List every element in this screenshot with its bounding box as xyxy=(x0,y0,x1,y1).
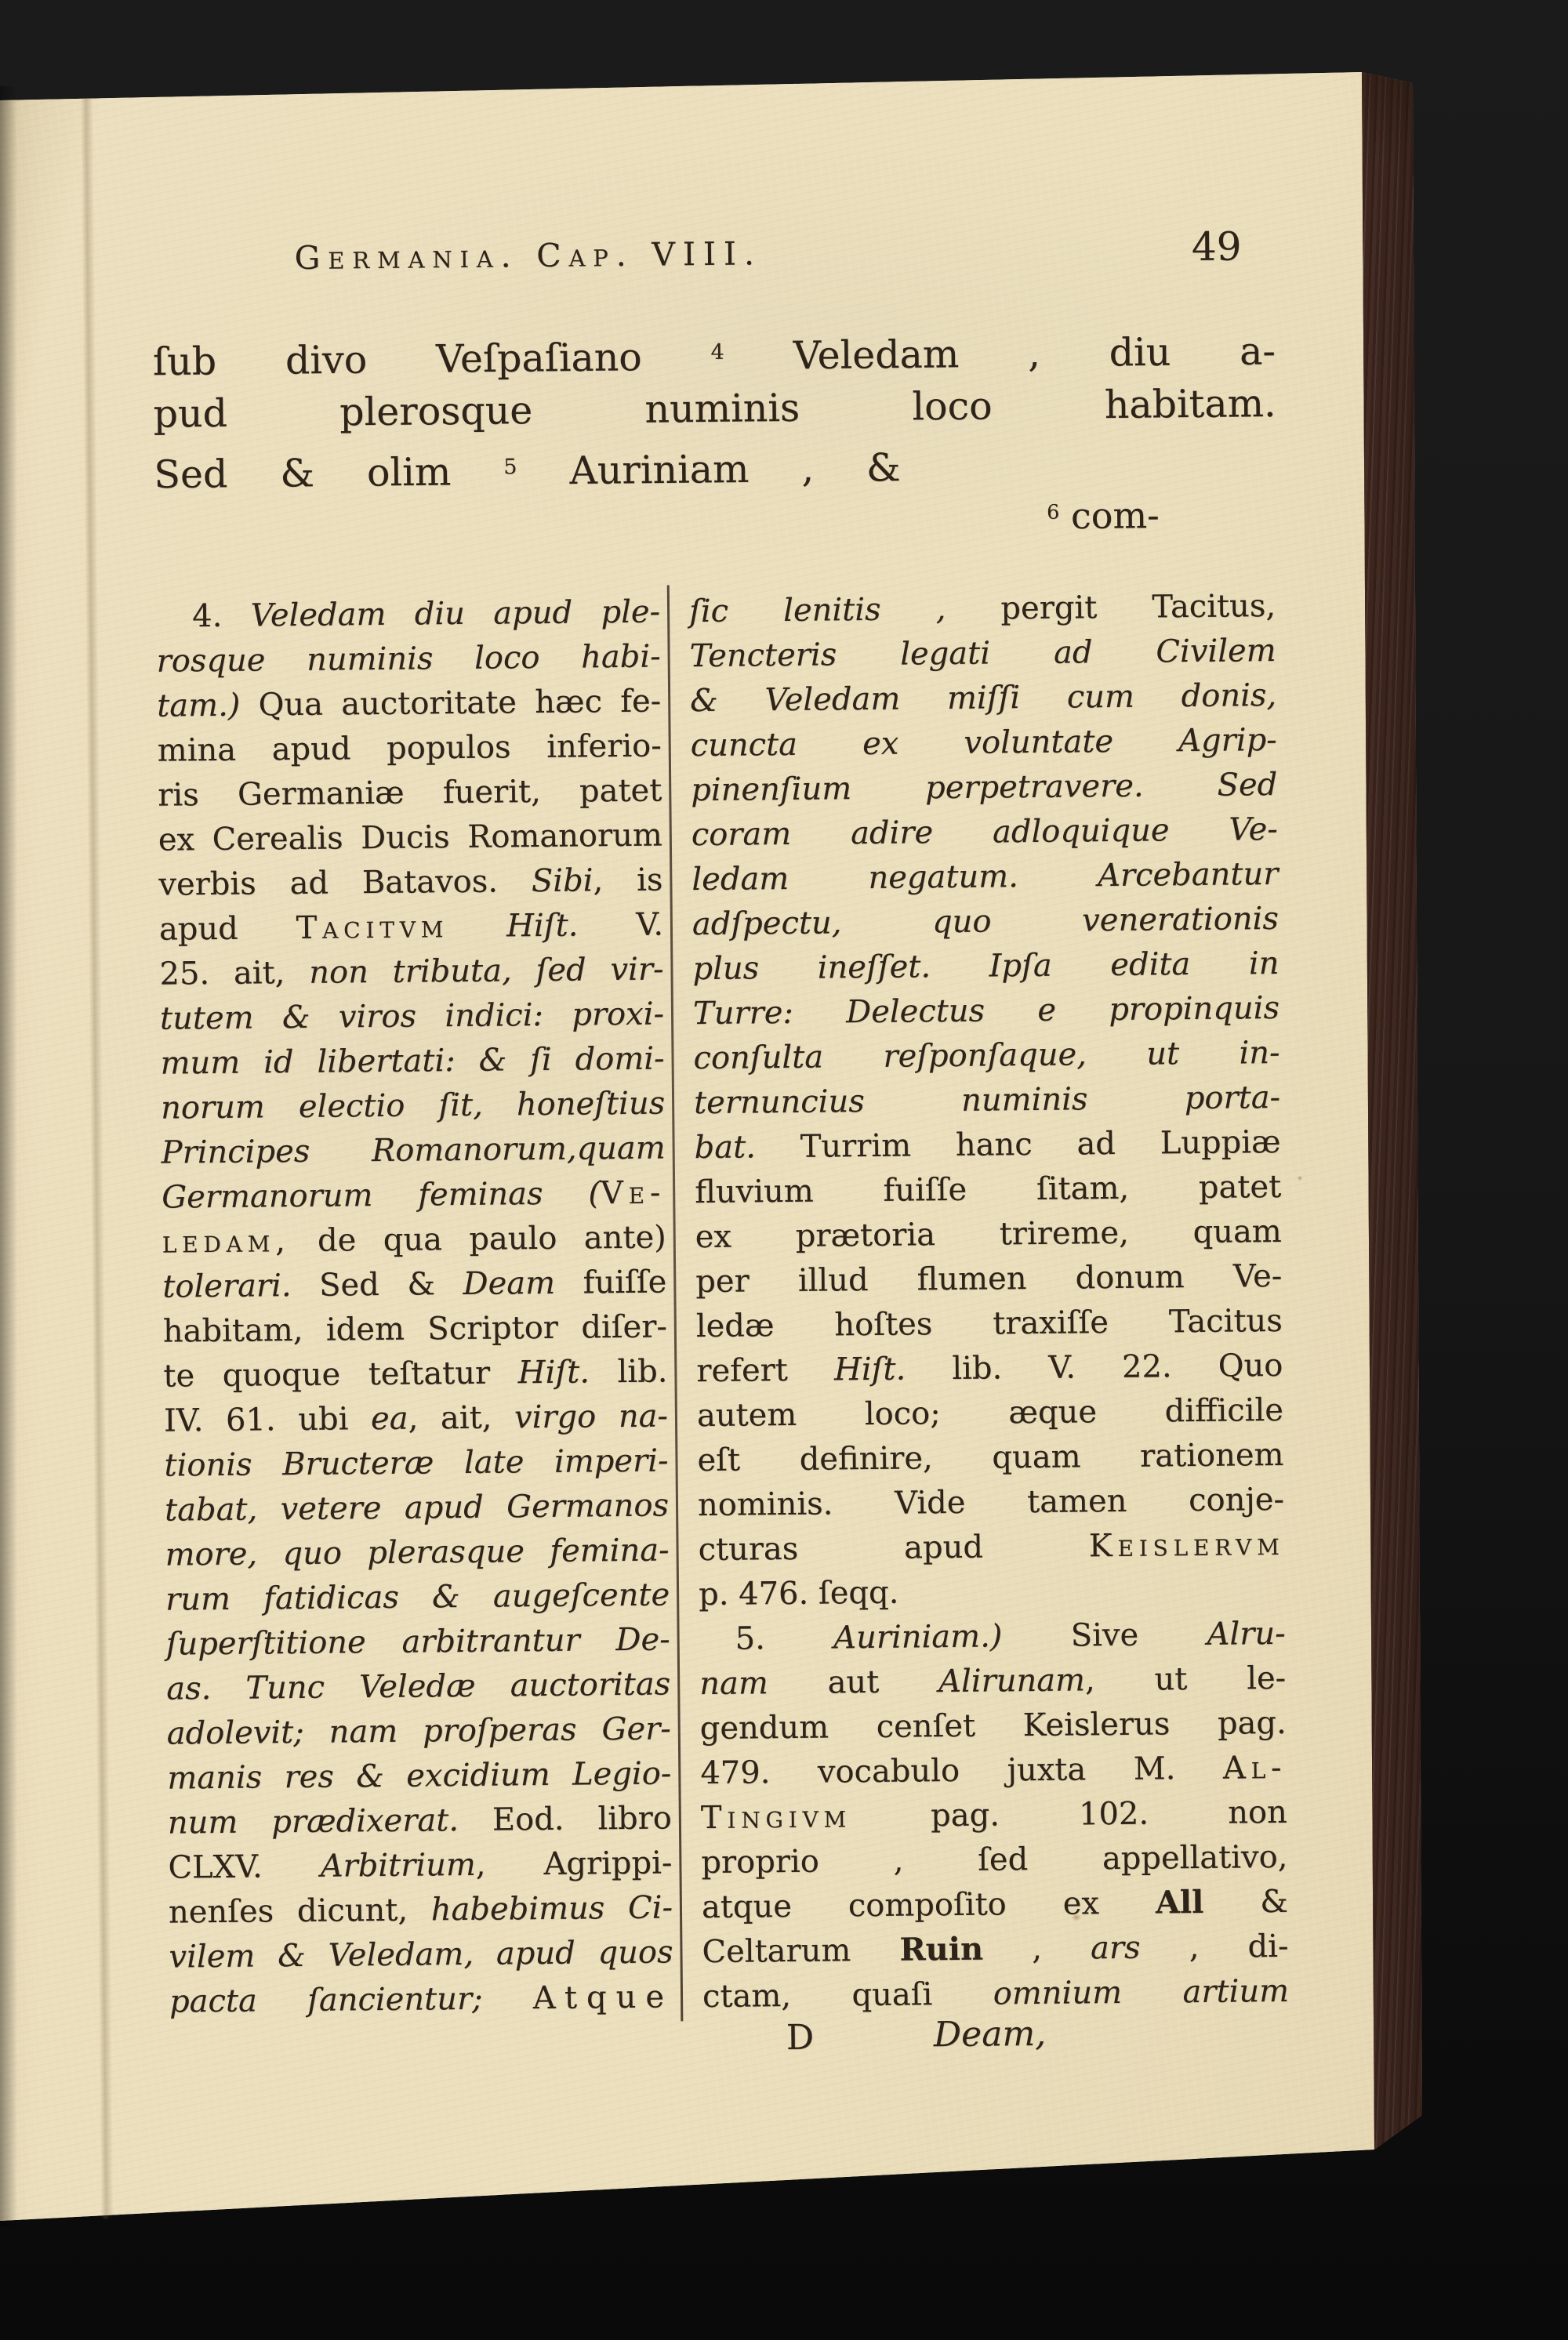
text-segment: ſuperſtitione arbitrantur De- xyxy=(165,1621,670,1663)
commentary-line xyxy=(691,852,1279,902)
text-segment: pacta ſancientur; xyxy=(169,1980,483,2020)
text-segment: ledam, xyxy=(162,1223,291,1261)
text-segment: apud xyxy=(158,910,296,948)
text-segment: nominis. Vide tamen conje- xyxy=(697,1481,1285,1524)
text-segment: pinenſium perpetravere. Sed xyxy=(691,766,1278,809)
text-segment: ris Germaniæ fuerit, patet xyxy=(158,772,662,814)
text-segment: per illud flumen donum Ve- xyxy=(695,1257,1283,1301)
commentary-line xyxy=(691,807,1279,858)
commentary-line xyxy=(689,629,1276,679)
commentary-line xyxy=(164,1394,669,1443)
commentary-line xyxy=(693,986,1280,1036)
text-segment: 6 xyxy=(1047,500,1060,524)
commentary-line xyxy=(692,941,1279,992)
text-segment: ſic lenitis , xyxy=(688,590,1001,630)
text-segment: bat. xyxy=(694,1129,757,1166)
commentary-line xyxy=(168,1796,673,1845)
commentary-line xyxy=(690,673,1277,724)
commentary-line xyxy=(697,1388,1284,1438)
text-segment: ledæ hoſtes traxiſſe Tacitus xyxy=(695,1302,1283,1345)
text-segment: plus ineſſet. Ipſa edita in xyxy=(692,945,1279,988)
commentary-line xyxy=(702,1925,1289,1975)
text-segment: ex Cerealis Ducis Romanorum xyxy=(158,817,663,858)
text-segment: Tacitvm xyxy=(296,909,449,946)
commentary-line xyxy=(692,897,1279,947)
text-segment: Sive xyxy=(1002,1616,1207,1655)
commentary-line xyxy=(699,1656,1287,1707)
text-segment: & xyxy=(1203,1883,1289,1921)
commentary-line xyxy=(699,1612,1286,1662)
text-segment: atque compoſito ex xyxy=(701,1885,1156,1926)
text-segment: Veledam diu apud ple- xyxy=(250,593,661,634)
text-segment: & Veledam miſſi cum donis, xyxy=(689,677,1277,720)
commentary-line xyxy=(157,724,662,774)
text-segment: manis res & excidium Legio- xyxy=(167,1755,672,1797)
commentary-line xyxy=(160,1036,665,1086)
commentary-line xyxy=(169,1930,673,1979)
text-segment: pag. 102. non xyxy=(851,1794,1288,1835)
text-segment: fluvium fuiſſe ſitam, patet xyxy=(694,1168,1282,1211)
commentary-line xyxy=(167,1751,672,1801)
text-segment: aut xyxy=(768,1663,939,1702)
text-segment: tam.) xyxy=(156,687,241,724)
text-segment: as. Tunc Veledæ auctoritas xyxy=(166,1666,671,1707)
text-segment: proprio , ſed appellativo, xyxy=(701,1838,1288,1881)
commentary-line xyxy=(698,1522,1285,1573)
text-segment: pud plerosque numinis loco habitam. xyxy=(153,380,1276,437)
commentary-line xyxy=(695,1165,1282,1215)
commentary-line xyxy=(164,1438,669,1488)
commentary-line xyxy=(165,1617,670,1667)
text-segment: pergit Tacitus, xyxy=(1000,587,1276,627)
commentary-line xyxy=(162,1215,667,1264)
commentary-line xyxy=(160,992,665,1042)
text-segment: norum electio ſit, honeſtius xyxy=(160,1085,666,1126)
page-number: 49 xyxy=(1191,223,1242,270)
commentary-line xyxy=(699,1567,1286,1617)
text-segment: Auriniam.) xyxy=(833,1618,1003,1656)
text-segment: V. xyxy=(578,906,664,944)
text-segment: Celtarum xyxy=(702,1932,900,1971)
text-segment: p. 476. ſeqq. xyxy=(698,1574,899,1613)
commentary-line xyxy=(159,903,664,952)
text-segment: rum fatidicas & augeſcente xyxy=(165,1576,670,1618)
text-segment: omnium artium xyxy=(993,1972,1290,2012)
text-segment: 25. ait, xyxy=(159,954,310,992)
text-segment: Tingivm xyxy=(700,1798,852,1837)
text-segment: autem loco; æque difficile xyxy=(696,1391,1284,1435)
commentary-line xyxy=(693,1031,1280,1081)
text-segment: nam xyxy=(699,1665,768,1703)
signature-mark: D xyxy=(786,2017,815,2059)
commentary-line xyxy=(156,635,661,684)
text-segment: Ruin xyxy=(899,1930,984,1968)
text-segment: ſub divo Veſpaſiano xyxy=(152,334,711,385)
text-segment: habebimus Ci- xyxy=(430,1889,673,1928)
text-segment: Deam xyxy=(463,1264,556,1302)
text-segment: IV. 61. ubi xyxy=(163,1401,372,1439)
commentary-line xyxy=(697,1433,1284,1483)
text-segment: habitam, idem Scriptor diſer- xyxy=(162,1308,668,1350)
commentary-line xyxy=(694,1120,1281,1170)
commentary-line xyxy=(158,814,663,863)
commentary-line xyxy=(158,858,663,908)
commentary-line xyxy=(162,1170,666,1220)
text-segment: 4. xyxy=(191,597,251,635)
text-segment: Hiſt. xyxy=(833,1351,906,1388)
commentary-line xyxy=(163,1349,668,1399)
text-segment: Principes Romanorum,quam xyxy=(161,1130,666,1171)
text-segment: 5 xyxy=(503,455,517,480)
text-segment: Tencteris legati ad Civilem xyxy=(689,632,1276,675)
text-segment: 5. xyxy=(735,1620,834,1657)
text-segment: Ve- xyxy=(600,1174,666,1212)
text-segment: te quoque teſtatur xyxy=(163,1355,518,1395)
commentary-line xyxy=(157,680,662,729)
text-segment: Sibi xyxy=(531,862,593,900)
gutter-crease xyxy=(81,98,114,2218)
commentary-right-column xyxy=(684,0,1293,2340)
text-segment: num prædixerat. xyxy=(167,1802,459,1841)
text-segment: verbis ad Batavos. xyxy=(158,863,532,903)
text-segment xyxy=(482,1980,533,2017)
commentary-line xyxy=(169,1975,674,2024)
commentary-line xyxy=(167,1707,672,1756)
text-segment: refert xyxy=(696,1351,835,1390)
text-segment: Atque xyxy=(532,1979,674,2017)
text-segment: tutem & viros indici: proxi- xyxy=(159,996,665,1037)
commentary-line xyxy=(162,1260,667,1309)
text-segment: Germanorum feminas ( xyxy=(162,1175,601,1216)
text-segment: Auriniam , & xyxy=(517,445,901,494)
text-segment: gendum cenſet Keislerus pag. xyxy=(699,1704,1287,1747)
text-segment: nenſes dicunt, xyxy=(168,1892,432,1931)
text-segment: Turre: Delectus e propinquis xyxy=(692,989,1280,1032)
commentary-line xyxy=(156,590,661,640)
running-header-title: Germania. Cap. VIII. xyxy=(294,234,763,277)
commentary-line xyxy=(165,1483,670,1533)
commentary-line xyxy=(165,1573,670,1622)
text-segment xyxy=(448,908,506,945)
text-segment: 479. vocabulo juxta M. xyxy=(700,1750,1224,1792)
text-segment: cuncta ex voluntate Agrip- xyxy=(690,721,1277,764)
text-segment: ledam negatum. Arcebantur xyxy=(691,855,1279,898)
commentary-line xyxy=(702,1880,1289,1930)
text-segment: , xyxy=(982,1930,1091,1968)
text-segment: rosque numinis loco habi- xyxy=(156,638,661,680)
commentary-line xyxy=(161,1081,666,1130)
text-segment: tabat, vetere apud Germanos xyxy=(164,1487,670,1529)
text-segment: , Agrippi- xyxy=(475,1845,673,1883)
text-segment: , di- xyxy=(1140,1928,1289,1966)
commentary-line xyxy=(695,1210,1282,1260)
commentary-line xyxy=(699,1701,1287,1751)
text-segment: eſt definire, quam rationem xyxy=(697,1436,1284,1479)
commentary-line xyxy=(163,1304,668,1354)
text-segment: conſulta reſponſaque, ut in- xyxy=(693,1034,1280,1077)
commentary-line xyxy=(161,1126,666,1175)
commentary-line xyxy=(166,1662,671,1711)
text-segment: cturas apud xyxy=(698,1528,1089,1569)
text-segment: Sed & xyxy=(291,1265,463,1304)
commentary-line xyxy=(696,1344,1283,1394)
text-segment: Keislervm xyxy=(1088,1526,1285,1565)
text-segment: Alru- xyxy=(1207,1615,1286,1653)
text-segment: CLXV. xyxy=(168,1848,321,1886)
commentary-line xyxy=(158,769,662,818)
text-segment: de qua paulo ante) xyxy=(290,1219,666,1260)
text-segment: ea xyxy=(370,1400,408,1438)
text-segment: vilem & Veledam, apud quos xyxy=(169,1934,673,1975)
commentary-line xyxy=(159,948,664,997)
commentary-line xyxy=(701,1835,1288,1885)
commentary-line xyxy=(701,1790,1288,1841)
text-segment: tionis Bructeræ late imperi- xyxy=(164,1442,669,1484)
text-segment: ctam, quaſi xyxy=(702,1975,993,2015)
text-segment: , ait, xyxy=(408,1399,515,1437)
text-segment: mina apud populos inferio- xyxy=(157,727,662,769)
commentary-line xyxy=(695,1254,1283,1304)
text-segment: Hiſt. xyxy=(506,907,579,945)
text-segment: lib. xyxy=(589,1353,668,1391)
commentary-line xyxy=(696,1299,1283,1349)
text-segment: Turrim hanc ad Luppiæ xyxy=(755,1123,1281,1166)
text-segment: non tributa, ſed vir- xyxy=(309,951,664,991)
commentary-left-column xyxy=(151,1,677,2340)
text-segment: ex prætoria trireme, quam xyxy=(695,1213,1282,1256)
text-segment: virgo na- xyxy=(514,1398,669,1436)
text-segment: Arbitrium xyxy=(320,1846,477,1885)
commentary-line xyxy=(698,1478,1285,1528)
commentary-line xyxy=(169,1885,673,1935)
text-segment: fuiſſe xyxy=(554,1264,667,1301)
text-segment: Al- xyxy=(1222,1749,1287,1787)
commentary-line xyxy=(690,718,1277,768)
text-segment: lib. V. 22. Quo xyxy=(906,1347,1283,1388)
text-segment: Hiſt. xyxy=(517,1354,590,1391)
text-segment: adolevit; nam proſperas Ger- xyxy=(166,1711,671,1752)
catchword: Deam, xyxy=(933,2013,1047,2055)
text-segment: coram adire adloquique Ve- xyxy=(691,811,1279,854)
text-segment: more, quo plerasque femina- xyxy=(165,1532,670,1573)
commentary-line xyxy=(694,1076,1281,1126)
text-segment: com- xyxy=(1059,494,1160,538)
commentary-line xyxy=(689,584,1276,634)
text-segment: Veledam , diu a- xyxy=(724,328,1276,379)
text-segment: 4 xyxy=(710,339,724,365)
commentary-line xyxy=(168,1841,673,1890)
text-segment: Qua auctoritate hæc fe- xyxy=(240,683,662,724)
commentary-line xyxy=(691,763,1278,813)
commentary-line xyxy=(165,1528,670,1577)
text-segment: All xyxy=(1155,1883,1204,1921)
text-segment: Eod. libro xyxy=(458,1800,673,1839)
text-segment: tolerari. xyxy=(162,1268,292,1305)
text-segment: Alirunam xyxy=(938,1662,1086,1700)
text-segment: adſpectu, quo venerationis xyxy=(691,900,1279,943)
commentary-line xyxy=(700,1746,1287,1796)
text-segment: , is xyxy=(593,862,663,899)
text-segment: ars xyxy=(1090,1929,1141,1967)
text-segment: ternuncius numinis porta- xyxy=(693,1079,1281,1122)
text-segment: , ut le- xyxy=(1084,1660,1287,1699)
text-segment: mum id libertati: & ſi domi- xyxy=(160,1040,665,1082)
text-segment: Sed & olim xyxy=(154,448,504,498)
